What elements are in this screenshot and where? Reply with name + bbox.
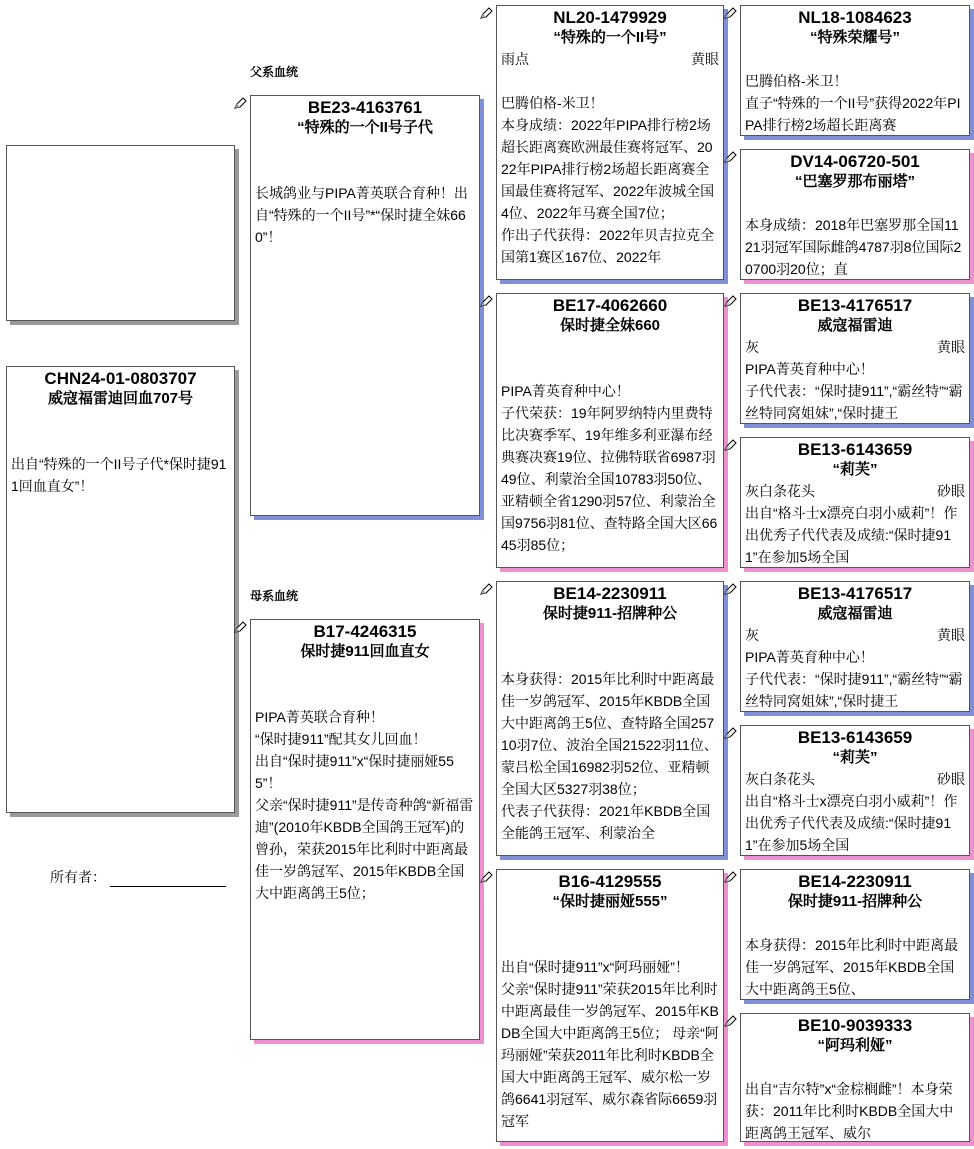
subject-description: 出自“特殊的一个II号子代*保时捷911回血直女”！	[11, 456, 227, 494]
pigeon-description: PIPA菁英育种中心！ 子代荣获：19年阿罗纳特内里费特比决赛季军、19年维多利亚瀑布经典赛决赛19位、拉佛特联省6987羽49位、利蒙治全国10783羽50位、亚精顿全省1290羽57位、利蒙治全国9756羽81位、查特路全国大区6645羽85位；	[501, 383, 718, 553]
pigeon-description: 出自“保时捷911”x“阿玛丽娅”！ 父亲“保时捷911”荣获2015年比利时中距离最佳一岁鸽冠军、2015年KBDB全国大中距离鸽王5位； 母亲“阿玛丽娅”荣获2011年比利时KBDB全国大中距离鸽王冠军、威尔松一岁鸽6641羽冠军、威尔森省际6659羽冠军	[501, 959, 719, 1129]
sire-ring-number: BE23-4163761	[307, 98, 423, 117]
edit-pencil-icon[interactable]	[724, 870, 738, 884]
eye-type: 黄眼	[691, 51, 719, 67]
pigeon-name: “特殊的一个II号”	[553, 29, 667, 46]
pigeon-name: “特殊荣耀号”	[809, 29, 900, 46]
edit-pencil-icon[interactable]	[724, 1014, 738, 1028]
grandparent-card	[496, 581, 724, 856]
ring-number: NL20-1479929	[553, 8, 667, 27]
pigeon-description: 出自“吉尔特”x“金棕榈雌”！本身荣获：2011年比利时KBDB全国大中距离鸽王冠军、威尔	[745, 1081, 954, 1141]
feather-color: 灰白条花头	[745, 483, 815, 499]
edit-pencil-icon[interactable]	[480, 294, 494, 308]
pigeon-name: “莉芙”	[832, 749, 878, 766]
feather-color: 雨点	[501, 51, 529, 67]
ring-number: DV14-06720-501	[790, 152, 920, 171]
pigeon-name: 保时捷全妹660	[559, 317, 661, 334]
edit-pencil-icon[interactable]	[480, 870, 494, 884]
ring-number: B16-4129555	[558, 872, 662, 891]
edit-pencil-icon[interactable]	[724, 726, 738, 740]
eye-type: 黄眼	[937, 339, 965, 355]
ring-number: NL18-1084623	[798, 8, 912, 27]
pigeon-name: 威寇福雷迪	[817, 605, 893, 622]
great-grandparent-card	[740, 437, 970, 568]
eye-type: 黄眼	[937, 627, 965, 643]
pigeon-description: PIPA菁英育种中心！ 子代代表：“保时捷911”,“霸丝特”“霸丝特同窝姐妹”,“保时捷王	[745, 649, 963, 709]
feather-color: 灰	[745, 627, 759, 643]
ring-number: BE13-6143659	[797, 440, 913, 459]
ring-number: BE14-2230911	[798, 872, 912, 891]
pigeon-description: 出自“格斗士x漂亮白羽小威莉”！作出优秀子代代表及成绩:“保时捷911”在参加5场全国	[745, 793, 958, 853]
edit-pencil-icon[interactable]	[480, 582, 494, 596]
eye-type: 砂眼	[937, 771, 965, 787]
edit-pencil-icon[interactable]	[724, 294, 738, 308]
pigeon-name: “莉芙”	[832, 461, 878, 478]
great-grandparent-card	[740, 581, 970, 712]
pigeon-description: 本身获得：2015年比利时中距离最佳一岁鸽冠军、2015年KBDB全国大中距离鸽王5位、查特路全国25710羽7位、波治全国21522羽11位、蒙吕松全国16982羽52位、亚精顿全国大区5327羽38位； 代表子代获得：2021年KBDB全国全能鸽王冠军、利蒙治全	[501, 671, 718, 841]
ring-number: BE13-6143659	[797, 728, 913, 747]
pigeon-description: 本身获得：2015年比利时中距离最佳一岁鸽冠军、2015年KBDB全国大中距离鸽王5位、	[745, 937, 959, 997]
subject-ring-number: CHN24-01-0803707	[44, 369, 197, 388]
great-grandparent-card	[740, 869, 970, 1000]
pigeon-description: PIPA菁英育种中心！ 子代代表：“保时捷911”,“霸丝特”“霸丝特同窝姐妹”,“保时捷王	[745, 361, 963, 421]
pigeon-name: 威寇福雷迪	[817, 317, 893, 334]
dam-ring-number: B17-4246315	[313, 622, 417, 641]
edit-pencil-icon[interactable]	[724, 6, 738, 20]
ring-number: BE14-2230911	[553, 584, 667, 603]
edit-pencil-icon[interactable]	[234, 620, 248, 634]
sire-description: 长城鸽业与PIPA菁英联合育种！出自“特殊的一个II号”*“保时捷全妹660”！	[255, 185, 468, 245]
grandparent-card	[496, 5, 724, 280]
sire-name: “特殊的一个II号子代	[297, 119, 433, 136]
ring-number: BE10-9039333	[797, 1016, 913, 1035]
ring-number: BE17-4062660	[552, 296, 668, 315]
subject-name: 威寇福雷迪回血707号	[47, 390, 194, 407]
ring-number: BE13-4176517	[797, 296, 913, 315]
ring-number: BE13-4176517	[797, 584, 913, 603]
edit-pencil-icon[interactable]	[724, 150, 738, 164]
edit-pencil-icon[interactable]	[724, 582, 738, 596]
pigeon-description: 巴腾伯格-米卫！ 直子“特殊的一个II号”获得2022年PIPA排行榜2场超长距离赛	[745, 73, 961, 133]
great-grandparent-card	[740, 725, 970, 856]
edit-pencil-icon[interactable]	[234, 96, 248, 110]
edit-pencil-icon[interactable]	[724, 438, 738, 452]
pigeon-name: 保时捷911-招牌种公	[787, 893, 923, 910]
photo-box	[6, 145, 235, 321]
feather-color: 灰	[745, 339, 759, 355]
pigeon-description: 出自“格斗士x漂亮白羽小威莉”！作出优秀子代代表及成绩:“保时捷911”在参加5场全国	[745, 505, 958, 565]
pigeon-name: “阿玛利娅”	[817, 1037, 893, 1054]
eye-type: 砂眼	[937, 483, 965, 499]
pigeon-name: “保时捷丽娅555”	[552, 893, 668, 910]
great-grandparent-card	[740, 293, 970, 424]
dam-name: 保时捷911回血直女	[300, 643, 430, 660]
pigeon-name: “巴塞罗那布丽塔”	[794, 173, 915, 190]
edit-pencil-icon[interactable]	[480, 6, 494, 20]
sire-line-label: 父系血统	[250, 65, 299, 79]
owner-field	[50, 867, 226, 887]
sire-card	[250, 95, 480, 516]
dam-line-label: 母系血统	[250, 589, 299, 603]
grandparent-card	[496, 293, 724, 568]
pigeon-name: 保时捷911-招牌种公	[542, 605, 678, 622]
grandparent-card	[496, 869, 724, 1142]
owner-line	[110, 870, 226, 887]
great-grandparent-card	[740, 5, 970, 136]
dam-description: PIPA菁英联合育种！ “保时捷911”配其女儿回血！ 出自“保时捷911”x“保时捷丽娅555”！ 父亲“保时捷911”是传奇种鸽“新福雷迪”(2010年KBDB全国鸽王冠军)的曾孙，荣获2015年比利时中距离最佳一岁鸽冠军、2015年KBDB全国大中距离鸽王5位；	[255, 709, 474, 901]
feather-color: 灰白条花头	[745, 771, 815, 787]
great-grandparent-card	[740, 1013, 970, 1142]
pigeon-description: 巴腾伯格-米卫！ 本身成绩：2022年PIPA排行榜2场超长距离赛欧洲最佳赛将冠军、2022年PIPA排行榜2场超长距离赛全国最佳赛将冠军、2022年波城全国4位、2022年马赛全国7位； 作出子代获得：2022年贝吉拉克全国第1赛区167位、2022年	[501, 95, 715, 265]
subject-card	[6, 366, 235, 813]
dam-card	[250, 619, 480, 1040]
great-grandparent-card	[740, 149, 970, 280]
pigeon-description: 本身成绩：2018年巴塞罗那全国1121羽冠军国际雌鸽4787羽8位国际20700羽20位；直	[745, 217, 962, 277]
owner-label: 所有者：	[50, 869, 106, 885]
